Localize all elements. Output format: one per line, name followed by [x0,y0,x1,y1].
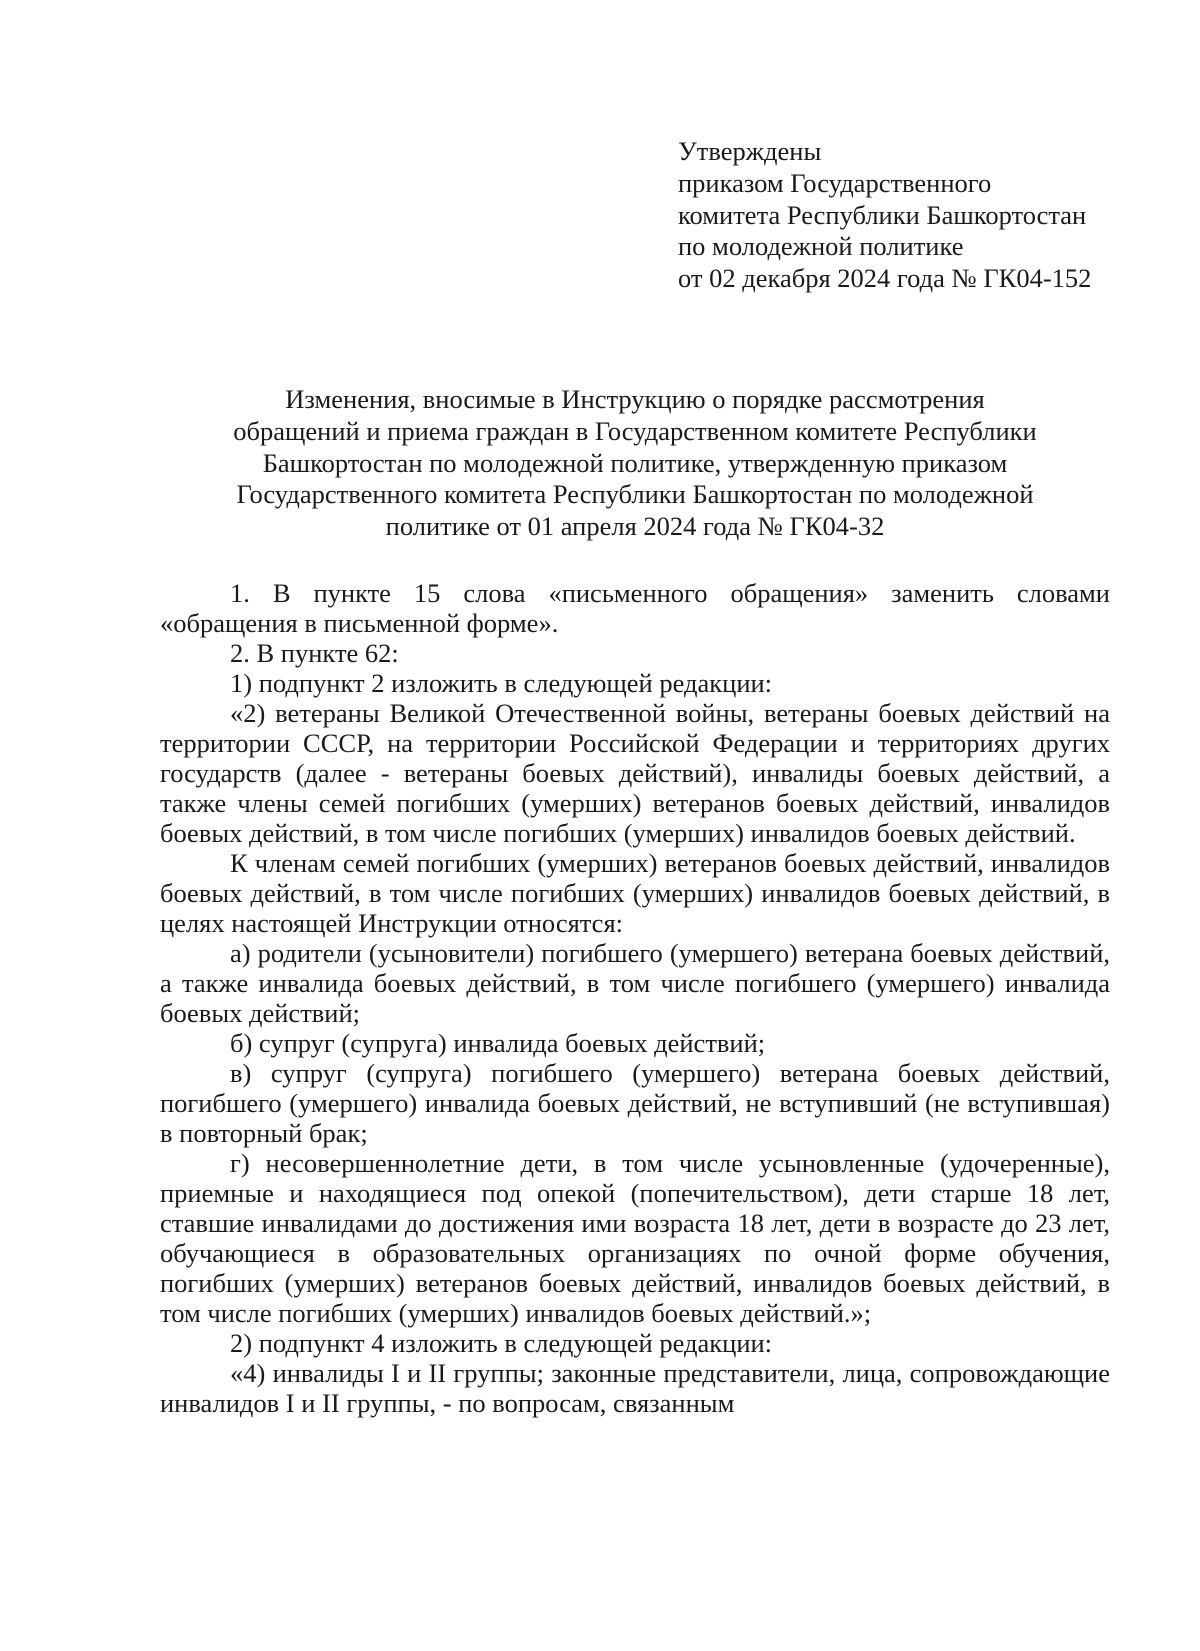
document-body [160,578,1110,1418]
title-line: Государственного комитета Республики Башкортостан по молодежной [236,479,1034,510]
approval-line: приказом Государственного [678,167,992,198]
title-line: политике от 01 апреля 2024 года № ГК04-32 [385,511,885,542]
body-paragraph: 2. В пункте 62: [230,638,399,668]
body-paragraph: 1. В пункте 15 слова «письменного обращения» заменить словами «обращения в письменной форме». [160,578,1110,638]
title-line: Изменения, вносимые в Инструкцию о порядке рассмотрения [285,384,985,414]
title-line: Башкортостан по молодежной политике, утвержденную приказом [262,447,1008,478]
approval-line: от 02 декабря 2024 года № ГК04-152 [678,263,1092,294]
approval-line: по молодежной политике [678,231,964,262]
body-paragraph: 2) подпункт 4 изложить в следующей редакции: [230,1328,773,1358]
body-paragraph: г) несовершеннолетние дети, в том числе усыновленные (удочеренные), приемные и находящиеся под опекой (попечительством), дети старше 18 лет, ставшие инвалидами до достижения ими возраста 18 лет, дети в возрасте до 23 лет, обучающиеся в образовательных организациях по очной форме обучения, погибших (умерших) ветеранов боевых действий, инвалидов боевых действий, в том числе погибших (умерших) инвалидов боевых действий.»; [160,1148,1110,1328]
body-paragraph: б) супруг (супруга) инвалида боевых действий; [230,1028,766,1058]
body-paragraph: а) родители (усыновители) погибшего (умершего) ветерана боевых действий, а также инвалида боевых действий, в том числе погибшего (умершего) инвалида боевых действий; [160,938,1110,1028]
approval-line: Утверждены [678,136,822,166]
approval-line: комитета Республики Башкортостан [678,199,1087,230]
body-paragraph: К членам семей погибших (умерших) ветеранов боевых действий, инвалидов боевых действий, в том числе погибших (умерших) инвалидов боевых действий, в целях настоящей Инструкции относятся: [160,848,1110,938]
body-paragraph: «2) ветераны Великой Отечественной войны, ветераны боевых действий на территории СССР, на территории Российской Федерации и территориях других государств (далее - ветераны боевых действий), инвалиды боевых действий, а также члены семей погибших (умерших) ветеранов боевых действий, инвалидов боевых действий, в том числе погибших (умерших) инвалидов боевых действий. [160,698,1110,848]
body-paragraph: в) супруг (супруга) погибшего (умершего) ветерана боевых действий, погибшего (умершего) инвалида боевых действий, не вступивший (не вступившая) в повторный брак; [160,1058,1110,1148]
title-line: обращений и приема граждан в Государственном комитете Республики [233,415,1037,446]
body-paragraph: «4) инвалиды I и II группы; законные представители, лица, сопровождающие инвалидов I и II группы, - по вопросам, связанным [160,1358,1110,1418]
body-paragraph: 1) подпункт 2 изложить в следующей редакции: [230,668,773,698]
document-title [150,384,1120,543]
approval-block [678,136,1091,295]
